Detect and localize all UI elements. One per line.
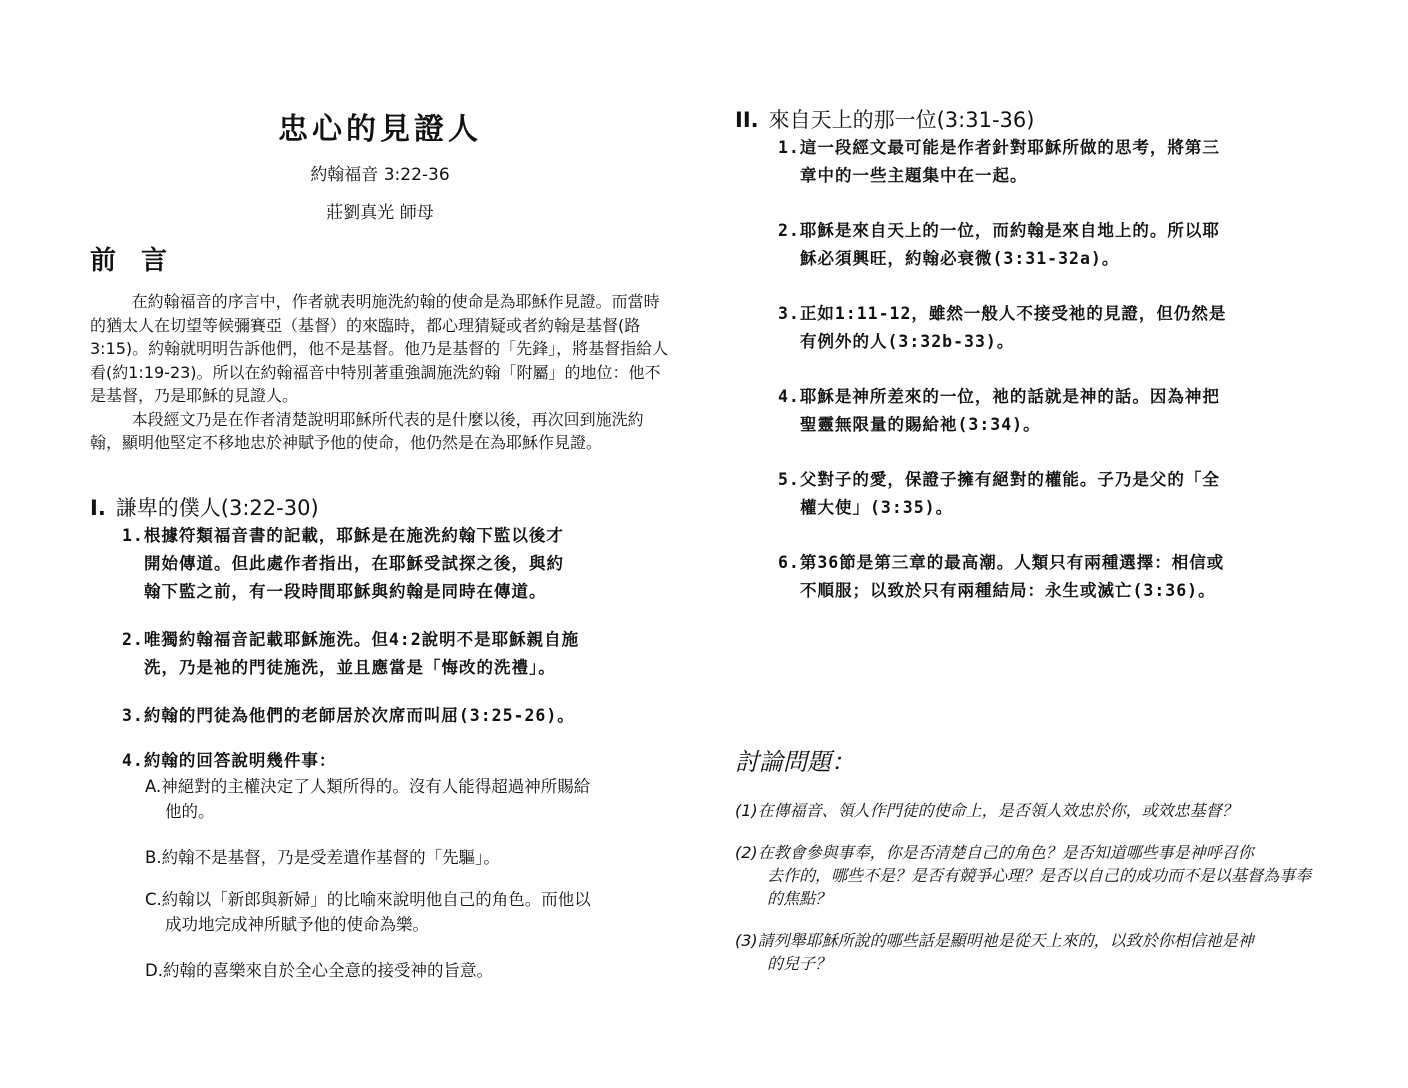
section1-item-4: 4.約翰的回答說明幾件事： — [122, 751, 337, 770]
section2-title: 來自天上的那一位(3:31-36) — [768, 108, 1035, 132]
section1-number: I. — [90, 496, 106, 520]
section1-subitem-b: B.約翰不是基督，乃是受差遣作基督的「先驅」。 — [145, 848, 500, 867]
page-title: 忠心的見證人 — [278, 112, 482, 147]
section1-item-1: 1.根據符類福音書的記載，耶穌是在施洗約翰下監以後才 開始傳道。但此處作者指出，在耶穌受試探之後，與約 翰下監之前，有一段時間耶穌與約翰是同時在傳道。 — [122, 526, 564, 601]
scripture-reference: 約翰福音 3:22-36 — [310, 165, 450, 185]
intro-heading: 前 言 — [90, 246, 176, 276]
intro-paragraph-2: 本段經文乃是在作者清楚說明耶穌所代表的是什麼以後，再次回到施洗約翰，顯明他堅定不移地忠於神賦予他的使命，他仍然是在為耶穌作見證。 — [90, 409, 644, 452]
discussion-question-3: (3)請列舉耶穌所說的哪些話是顯明祂是從天上來的，以致於你相信祂是神 的兒子？ — [735, 931, 1254, 973]
section1-subitem-d: D.約翰的喜樂來自於全心全意的接受神的旨意。 — [145, 961, 493, 980]
intro-paragraph-1: 在約翰福音的序言中，作者就表明施洗約翰的使命是為耶穌作見證。而當時的猶太人在切望等候彌賽亞（基督）的來臨時，都心理猜疑或者約翰是基督(路3:15)。約翰就明明告訴他們，他不是基督。他乃是基督的「先鋒」，將基督指給人看(約1:19-23)。所以在約翰福音中特別著重強調施洗約翰「附屬」的地位：他不是基督，乃是耶穌的見證人。 — [90, 292, 669, 405]
discussion-question-2: (2)在教會參與事奉，你是否清楚自己的角色？是否知道哪些事是神呼召你 去作的，哪些不是？是否有競爭心理？是否以自己的成功而不是以基督為事奉的焦點？ — [735, 843, 1312, 908]
section2-item-5: 5.父對子的愛，保證子擁有絕對的權能。子乃是父的「全 權大使」(3:35)。 — [778, 470, 1220, 517]
section1-heading — [90, 492, 319, 522]
section1-item-2: 2.唯獨約翰福音記載耶穌施洗。但4:2說明不是耶穌親自施 洗，乃是祂的門徒施洗，並且應當是「悔改的洗禮」。 — [122, 630, 580, 677]
section1-subitem-a: A.神絕對的主權決定了人類所得的。沒有人能得超過神所賜給 他的。 — [145, 777, 591, 821]
section2-item-6: 6.第36節是第三章的最高潮。人類只有兩種選擇：相信或 不順服；以致於只有兩種結局：永生或滅亡(3:36)。 — [778, 553, 1225, 600]
intro-text — [90, 290, 675, 455]
discussion-question-1: (1)在傳福音、領人作門徒的使命上，是否領人效忠於你，或效忠基督？ — [735, 801, 1238, 820]
section2-item-2: 2.耶穌是來自天上的一位，而約翰是來自地上的。所以耶 穌必須興旺，約翰必衰微(3:31-32a)。 — [778, 221, 1220, 268]
section1-subitem-c: C.約翰以「新郎與新婦」的比喻來說明他自己的角色。而他以 成功地完成神所賦予他的使命為樂。 — [145, 890, 591, 934]
section2-item-4: 4.耶穌是神所差來的一位，祂的話就是神的話。因為神把 聖靈無限量的賜給祂(3:34)。 — [778, 387, 1220, 434]
discussion-heading: 討論問題： — [735, 748, 855, 776]
section2-heading — [735, 104, 1034, 134]
section1-item-3: 3.約翰的門徒為他們的老師居於次席而叫屈(3:25-26)。 — [122, 706, 575, 725]
section2-item-1: 1.這一段經文最可能是作者針對耶穌所做的思考，將第三 章中的一些主題集中在一起。 — [778, 138, 1220, 185]
section2-item-3: 3.正如1:11-12，雖然一般人不接受祂的見證，但仍然是 有例外的人(3:32b-33)。 — [778, 304, 1227, 351]
section2-number: II. — [735, 108, 759, 132]
author-name: 莊劉真光 師母 — [326, 203, 434, 223]
section1-title: 謙卑的僕人(3:22-30) — [115, 496, 319, 520]
